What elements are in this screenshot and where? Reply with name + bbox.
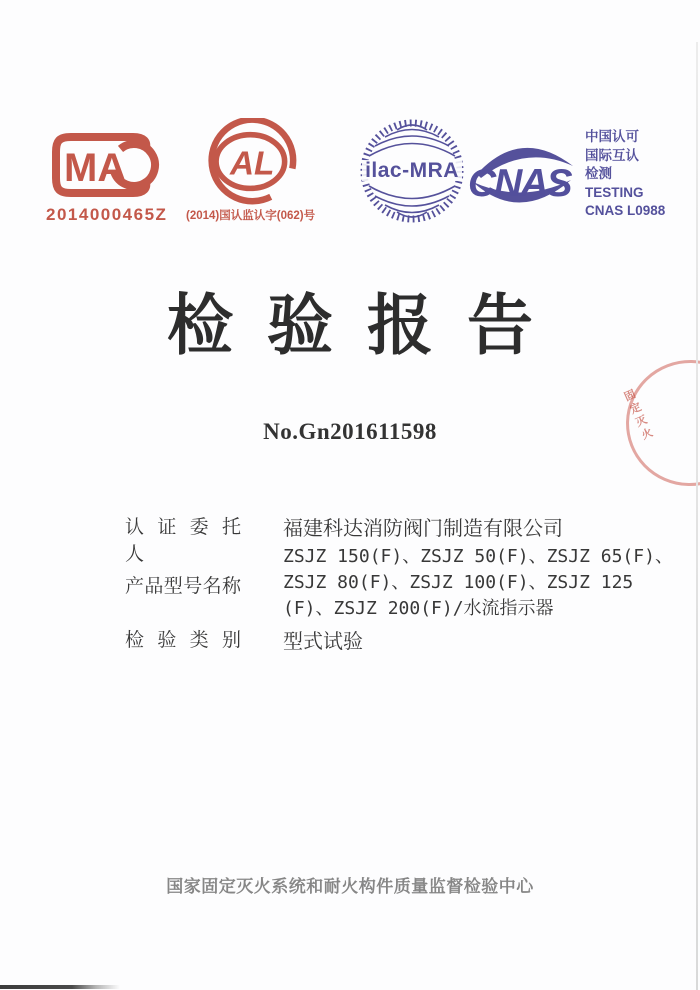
cal-certificate-caption: (2014)国认监认字(062)号 (186, 210, 316, 222)
issuing-center-name: 国家固定灭火系统和耐火构件质量监督检验中心 (166, 877, 534, 896)
cnas-logo-icon (467, 132, 579, 216)
red-seal-stamp (616, 350, 700, 496)
field-row-product-model (125, 544, 685, 619)
cnas-caption-line: 检测 (585, 166, 612, 182)
report-number: No.Gn201611598 (263, 419, 437, 444)
cma-logo-icon (46, 126, 166, 204)
field-value: 型式试验 (283, 631, 363, 653)
field-value: 福建科达消防阀门制造有限公司 (283, 518, 563, 540)
model-line: (F)、ZSJZ 200(F)/水流指示器 (283, 598, 554, 619)
ilac-mra-label: ilac-MRA (365, 159, 459, 182)
cma-letters: MA (64, 146, 127, 190)
cnas-caption-line: CNAS L0988 (585, 203, 666, 219)
field-label: 认 证 委 托 人 (125, 517, 241, 565)
ilac-mra-logo-icon (356, 115, 468, 227)
cal-letters: AL (229, 145, 275, 183)
cal-mark-block (186, 118, 326, 223)
field-value (283, 544, 673, 622)
model-line: ZSJZ 150(F)、ZSJZ 50(F)、ZSJZ 65(F)、 (283, 546, 673, 567)
cnas-caption-line: 国际互认 (585, 147, 639, 163)
model-line: ZSJZ 80(F)、ZSJZ 100(F)、ZSJZ 125 (283, 572, 634, 593)
cnas-caption-line: TESTING (585, 184, 644, 200)
field-label: 检 验 类 别 (125, 630, 241, 651)
field-row-test-category (125, 625, 685, 652)
cnas-word: CNAS (468, 162, 571, 205)
scan-edge-bar (0, 985, 120, 989)
cal-logo-icon (194, 118, 316, 206)
cnas-caption-line: 中国认可 (585, 129, 639, 144)
cma-certificate-number: 2014000465Z (46, 205, 168, 224)
cma-mark-block (46, 126, 170, 225)
page-title: 检验报告 (167, 287, 567, 364)
cnas-caption-block (585, 128, 665, 221)
scan-edge-line (696, 42, 698, 990)
stamp-ring-text: 固定灭火 (621, 387, 655, 444)
field-label: 产品型号名称 (125, 576, 241, 597)
